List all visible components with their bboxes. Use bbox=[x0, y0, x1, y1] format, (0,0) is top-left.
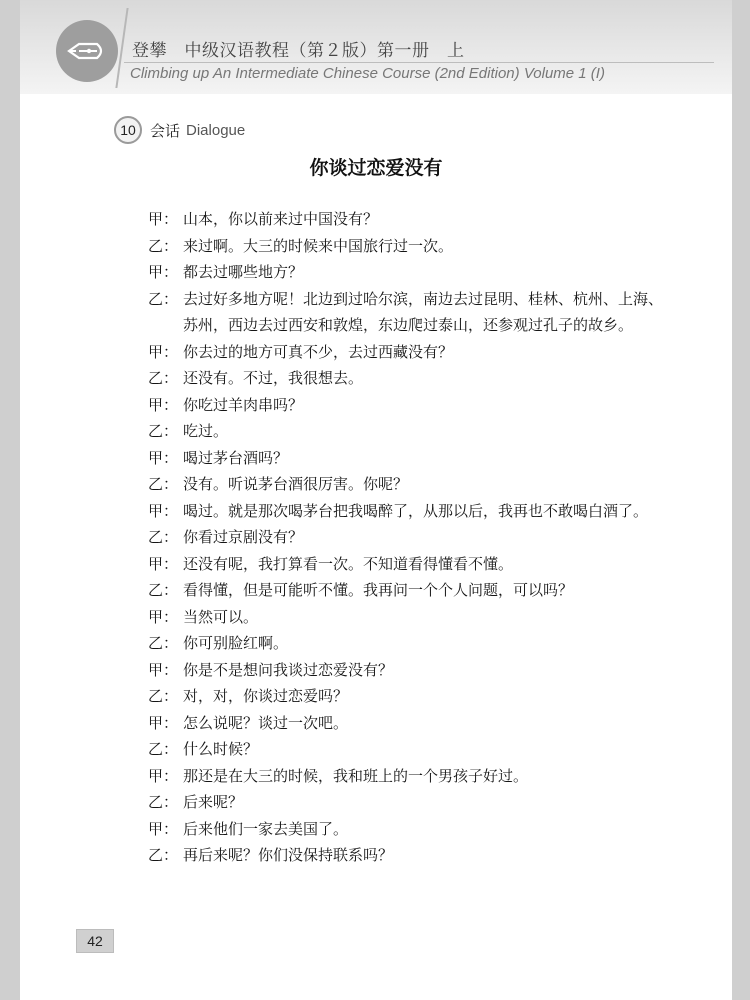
dialogue-line bbox=[148, 789, 668, 816]
speaker-label: 乙： bbox=[148, 581, 179, 599]
speaker-label: 甲： bbox=[148, 819, 179, 838]
speaker-label: 乙： bbox=[148, 289, 179, 308]
dialogue-text: 都去过哪些地方？ bbox=[183, 263, 304, 281]
dialogue-text: 你去过的地方可真不少，去过西藏没有？ bbox=[183, 342, 454, 361]
dialogue-text: 再后来呢？你们没保持联系吗？ bbox=[183, 846, 394, 864]
dialogue-line bbox=[148, 657, 668, 684]
dialogue-text: 还没有呢，我打算看一次。不知道看得懂看不懂。 bbox=[183, 554, 514, 573]
dialogue-text: 后来他们一家去美国了。 bbox=[183, 819, 349, 838]
dialogue-text: 吃过。 bbox=[183, 422, 229, 440]
speaker-label: 甲： bbox=[148, 448, 179, 467]
speaker-label: 乙： bbox=[148, 475, 179, 493]
dialogue-line bbox=[148, 763, 668, 790]
speaker-label: 甲： bbox=[148, 554, 179, 573]
dialogue-line bbox=[148, 710, 668, 737]
dialogue-text: 什么时候？ bbox=[183, 740, 259, 758]
dialogue-text: 你可别脸红啊。 bbox=[183, 634, 289, 652]
dialogue-line bbox=[148, 339, 668, 366]
dialogue-line bbox=[148, 736, 668, 763]
speaker-label: 甲： bbox=[148, 342, 179, 361]
speaker-label: 乙： bbox=[148, 528, 179, 546]
dialogue-line bbox=[148, 286, 668, 339]
dialogue-line bbox=[148, 365, 668, 392]
section-label-english: Dialogue bbox=[186, 121, 246, 139]
header-divider-horizontal bbox=[124, 62, 714, 63]
dialogue-line bbox=[148, 842, 668, 869]
dialogue-text: 山本，你以前来过中国没有？ bbox=[183, 210, 379, 228]
dialogue-line bbox=[148, 392, 668, 419]
speaker-label: 乙： bbox=[148, 846, 179, 864]
page-number: 42 bbox=[76, 929, 114, 953]
speaker-label: 甲： bbox=[148, 713, 179, 732]
speaker-label: 乙： bbox=[148, 369, 179, 387]
dialogue-text: 对，对，你谈过恋爱吗？ bbox=[183, 687, 349, 705]
section-heading bbox=[114, 116, 245, 144]
dialogue-line bbox=[148, 524, 668, 551]
dialogue-text: 没有。听说茅台酒很厉害。你呢？ bbox=[183, 475, 409, 493]
dialogue-line bbox=[148, 471, 668, 498]
dialogue-line bbox=[148, 498, 668, 525]
speaker-label: 甲： bbox=[148, 607, 179, 626]
dialogue-text: 去过好多地方呢！北边到过哈尔滨，南边去过昆明、桂林、杭州、上海、苏州，西边去过西安和敦煌，东边爬过泰山，还参观过孔子的故乡。 bbox=[183, 289, 664, 334]
running-header bbox=[20, 0, 732, 94]
speaker-label: 甲： bbox=[148, 263, 179, 281]
dialogue-line bbox=[148, 418, 668, 445]
dialogue-text: 来过啊。大三的时候来中国旅行过一次。 bbox=[183, 236, 454, 255]
dialogue-text: 怎么说呢？谈过一次吧。 bbox=[183, 713, 349, 732]
dialogue-text: 你是不是想问我谈过恋爱没有？ bbox=[183, 660, 394, 679]
dialogue-body bbox=[148, 206, 668, 869]
dialogue-line bbox=[148, 551, 668, 578]
speaker-label: 甲： bbox=[148, 395, 179, 414]
dialogue-text: 还没有。不过，我很想去。 bbox=[183, 369, 364, 387]
dialogue-line bbox=[148, 445, 668, 472]
dialogue-text: 喝过。就是那次喝茅台把我喝醉了，从那以后，我再也不敢喝白酒了。 bbox=[183, 501, 649, 520]
dialogue-line bbox=[148, 577, 668, 604]
dialogue-line bbox=[148, 604, 668, 631]
speaker-label: 乙： bbox=[148, 793, 179, 811]
dialogue-title: 你谈过恋爱没有 bbox=[309, 157, 443, 179]
dialogue-line bbox=[148, 683, 668, 710]
dialogue-text: 你吃过羊肉串吗？ bbox=[183, 395, 304, 414]
book-title-english: Climbing up An Intermediate Chinese Course (2nd Edition) Volume 1 (I) bbox=[130, 65, 605, 82]
book-title-chinese: 登攀 中级汉语教程（第２版）第一册 上 bbox=[132, 41, 465, 61]
dialogue-text: 当然可以。 bbox=[183, 607, 259, 626]
dialogue-line bbox=[148, 259, 668, 286]
dialogue-line bbox=[148, 816, 668, 843]
section-label-chinese: 会话 bbox=[150, 121, 181, 140]
fountain-pen-nib-icon bbox=[56, 20, 118, 82]
dialogue-line bbox=[148, 233, 668, 260]
dialogue-text: 喝过茅台酒吗？ bbox=[183, 448, 289, 467]
dialogue-line bbox=[148, 630, 668, 657]
dialogue-text: 后来呢？ bbox=[183, 793, 244, 811]
speaker-label: 甲： bbox=[148, 210, 179, 228]
speaker-label: 甲： bbox=[148, 766, 179, 785]
dialogue-line bbox=[148, 206, 668, 233]
section-number-badge: 10 bbox=[114, 116, 142, 144]
book-page bbox=[20, 0, 732, 1000]
speaker-label: 乙： bbox=[148, 422, 179, 440]
speaker-label: 甲： bbox=[148, 660, 179, 679]
dialogue-text: 那还是在大三的时候，我和班上的一个男孩子好过。 bbox=[183, 766, 529, 785]
speaker-label: 甲： bbox=[148, 501, 179, 520]
dialogue-text: 看得懂，但是可能听不懂。我再问一个个人问题，可以吗？ bbox=[183, 581, 574, 599]
speaker-label: 乙： bbox=[148, 687, 179, 705]
speaker-label: 乙： bbox=[148, 634, 179, 652]
speaker-label: 乙： bbox=[148, 740, 179, 758]
dialogue-text: 你看过京剧没有？ bbox=[183, 528, 304, 546]
speaker-label: 乙： bbox=[148, 236, 179, 255]
